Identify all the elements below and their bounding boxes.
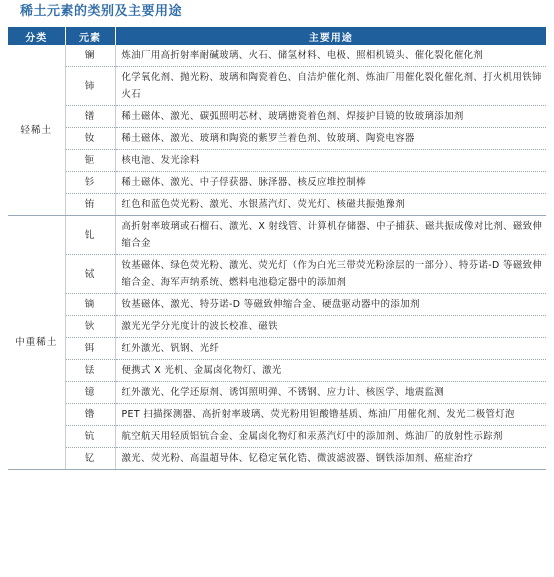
table-row — [8, 150, 546, 172]
element-cell: 钆 — [65, 216, 115, 255]
use-cell: 激光光学分光度计的波长校准、磁铁 — [115, 316, 546, 338]
use-cell: 稀土磁体、激光、碳弧照明芯材、玻璃搪瓷着色剂、焊接护目镜的钕玻璃添加剂 — [115, 106, 546, 128]
element-cell: 铥 — [65, 360, 115, 382]
element-cell: 铒 — [65, 338, 115, 360]
element-cell: 钕 — [65, 128, 115, 150]
table-row — [8, 106, 546, 128]
element-cell: 铕 — [65, 194, 115, 216]
page-title: 稀土元素的类别及主要用途 — [20, 4, 183, 19]
element-cell: 铈 — [65, 67, 115, 106]
use-cell: 化学氧化剂、抛光粉、玻璃和陶瓷着色、自洁炉催化剂、炼油厂用催化裂化催化剂、打火机用铁铈火石 — [115, 67, 546, 106]
element-cell: 钇 — [65, 448, 115, 470]
table-row — [8, 382, 546, 404]
use-cell: 炼油厂用高折射率耐碱玻璃、火石、储氢材料、电极、照相机镜头、催化裂化催化剂 — [115, 45, 546, 67]
use-cell: 便携式 X 光机、金属卤化物灯、激光 — [115, 360, 546, 382]
use-cell: 稀土磁体、激光、中子俘获器、脉泽器、核反应堆控制棒 — [115, 172, 546, 194]
table-row — [8, 338, 546, 360]
use-cell: 红外激光、化学还原剂、诱饵照明弹、不锈钢、应力计、核医学、地震监测 — [115, 382, 546, 404]
use-cell: 钕基磁体、绿色荧光粉、激光、荧光灯（作为白光三带荧光粉涂层的一部分）、特芬诺-D 等磁致伸缩合金、海军声纳系统、燃料电池稳定器中的添加剂 — [115, 255, 546, 294]
use-cell: 航空航天用轻质铝钪合金、金属卤化物灯和汞蒸汽灯中的添加剂、炼油厂的放射性示踪剂 — [115, 426, 546, 448]
table-header-row — [8, 27, 546, 45]
table-row — [8, 67, 546, 106]
table-row — [8, 448, 546, 470]
element-cell: 镧 — [65, 45, 115, 67]
table-row — [8, 404, 546, 426]
use-cell: PET 扫描探测器、高折射率玻璃、荧光粉用钽酸镥基质、炼油厂用催化剂、发光二极管灯泡 — [115, 404, 546, 426]
use-cell: 红色和蓝色荧光粉、激光、水银蒸汽灯、荧光灯、核磁共振弛豫剂 — [115, 194, 546, 216]
rare-earth-table — [8, 27, 546, 470]
element-cell: 铽 — [65, 255, 115, 294]
header-group: 分类 — [8, 27, 65, 45]
element-cell: 镥 — [65, 404, 115, 426]
element-cell: 钬 — [65, 316, 115, 338]
use-cell: 高折射率玻璃或石榴石、激光、X 射线管、计算机存储器、中子捕获、磁共振成像对比剂、磁致伸缩合金 — [115, 216, 546, 255]
table-row — [8, 360, 546, 382]
element-cell: 镱 — [65, 382, 115, 404]
use-cell: 激光、荧光粉、高温超导体、钇稳定氧化锆、微波滤波器、钢铁添加剂、癌症治疗 — [115, 448, 546, 470]
use-cell: 核电池、发光涂料 — [115, 150, 546, 172]
element-cell: 钷 — [65, 150, 115, 172]
use-cell: 稀土磁体、激光、玻璃和陶瓷的紫罗兰着色剂、钕玻璃、陶瓷电容器 — [115, 128, 546, 150]
element-cell: 镝 — [65, 294, 115, 316]
table-row — [8, 294, 546, 316]
header-use: 主要用途 — [115, 27, 546, 45]
group-light-label: 轻稀土 — [8, 45, 65, 216]
table-row — [8, 255, 546, 294]
table-row — [8, 128, 546, 150]
table-row — [8, 316, 546, 338]
element-cell: 钐 — [65, 172, 115, 194]
element-cell: 镨 — [65, 106, 115, 128]
table-row — [8, 45, 546, 67]
use-cell: 红外激光、钒钢、光纤 — [115, 338, 546, 360]
element-cell: 钪 — [65, 426, 115, 448]
table-row — [8, 172, 546, 194]
use-cell: 钕基磁体、激光、特芬诺-D 等磁致伸缩合金、硬盘驱动器中的添加剂 — [115, 294, 546, 316]
table-row — [8, 216, 546, 255]
header-element: 元素 — [65, 27, 115, 45]
table-row — [8, 194, 546, 216]
table-row — [8, 426, 546, 448]
group-heavy-label: 中重稀土 — [8, 216, 65, 470]
